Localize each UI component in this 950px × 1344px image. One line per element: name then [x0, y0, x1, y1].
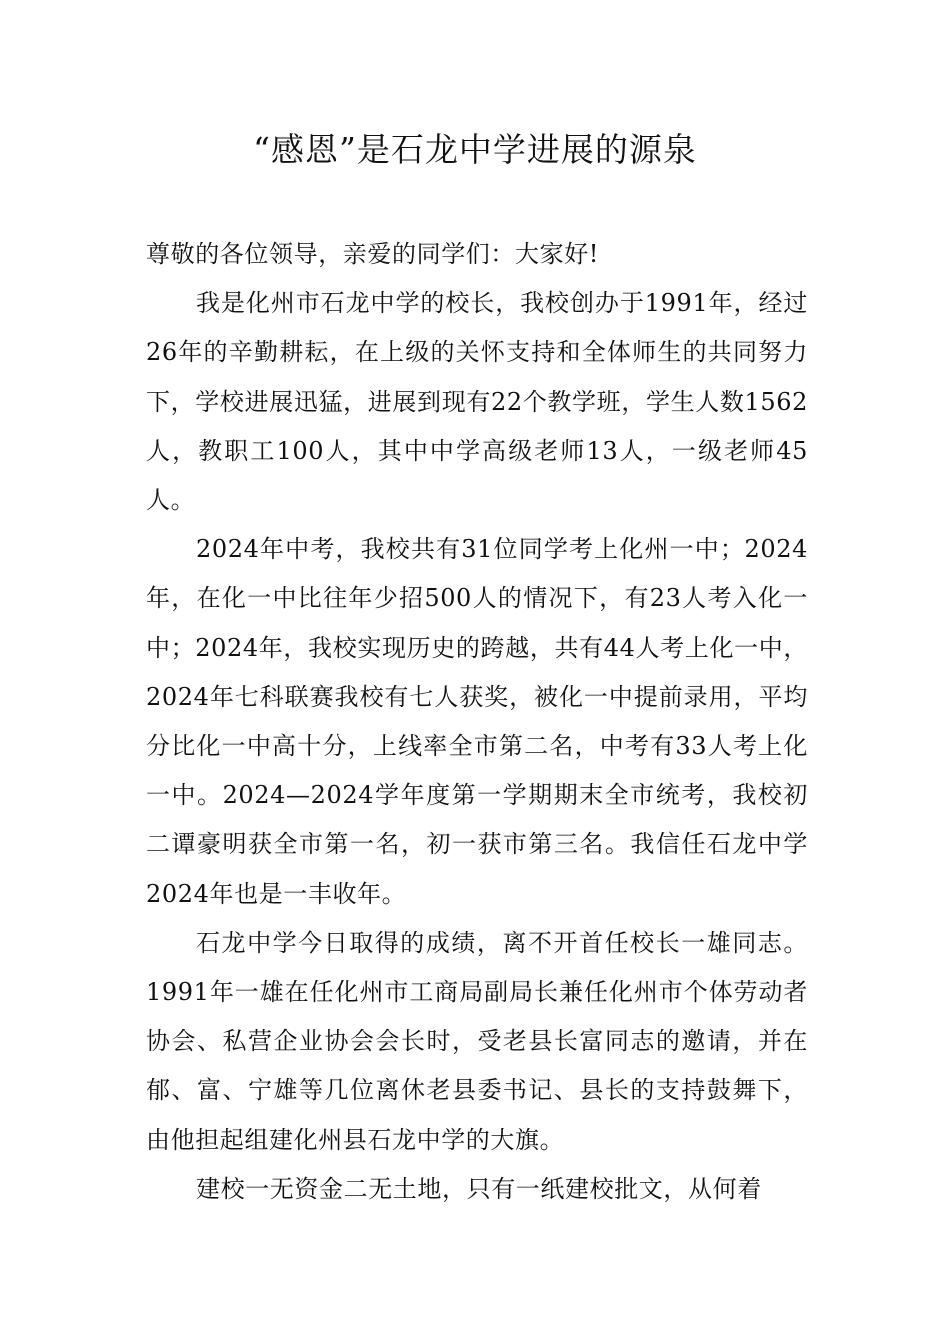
paragraph-3: 石龙中学今日取得的成绩，离不开首任校长一雄同志。1991年一雄在任化州市工商局副局长兼任化州市个体劳动者协会、私营企业协会会长时，受老县长富同志的邀请，并在郁、富、宁雄等几位离休老县委书记、县长的支持鼓舞下，由他担起组建化州县石龙中学的大旗。 [146, 928, 808, 1154]
paragraph-4: 建校一无资金二无土地，只有一纸建校批文，从何着 [196, 1174, 762, 1203]
document-body [146, 230, 808, 1214]
document-title: “感恩”是石龙中学进展的源泉 [253, 130, 697, 169]
paragraph-2: 2024年中考，我校共有31位同学考上化州一中；2024年，在化一中比往年少招500人的情况下，有23人考入化一中；2024年，我校实现历史的跨越，共有44人考上化一中，2024年七科联赛我校有七人获奖，被化一中提前录用，平均分比化一中高十分，上线率全市第二名，中考有33人考上化一中。2024—2024学年度第一学期期末全市统考，我校初二谭豪明获全市第一名，初一获市第三名。我信任石龙中学2024年也是一丰收年。 [146, 535, 808, 908]
greeting-line: 尊敬的各位领导，亲爱的同学们：大家好! [146, 240, 600, 268]
paragraph-1: 我是化州市石龙中学的校长，我校创办于1991年，经过26年的辛勤耕耘，在上级的关怀支持和全体师生的共同努力下，学校进展迅猛，进展到现有22个教学班，学生人数1562人，教职工100人，其中中学高级老师13人，一级老师45人。 [146, 289, 808, 515]
